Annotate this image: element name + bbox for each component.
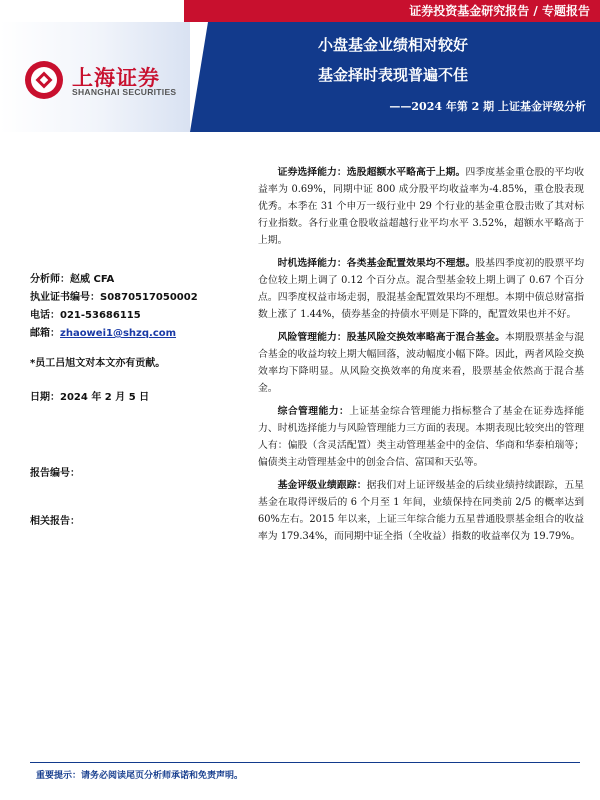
- footer-divider: [30, 762, 580, 763]
- report-title-line2: 基金择时表现普遍不佳: [318, 66, 469, 84]
- section-heading: 基金评级业绩跟踪：: [277, 480, 367, 491]
- report-title-line1: 小盘基金业绩相对较好: [318, 36, 469, 54]
- contributor-note: *员工吕旭文对本文亦有贡献。: [30, 358, 166, 369]
- analyst-email-row: [30, 324, 176, 339]
- section-heading: 风险管理能力：股基风险交换效率略高于混合基金。: [277, 332, 505, 343]
- section-text: 据我们对上证评级基金的后续业绩持续跟踪，五星基金在取得评级后的 6 个月至 1 年间，业绩保持在同类前 2/5 的概率达到 60%左右。2015 年以来，上证三年综合能力五星普通股票基金组合的收益率为 179.34%，而同期中证全指（全收益）指数的收益率仅为 19.79%。: [258, 480, 585, 542]
- section-heading: 证券选择能力：选股超额水平略高于上期。: [277, 167, 466, 178]
- report-type-banner: 证券投资基金研究报告 / 专题报告: [184, 0, 600, 22]
- analyst-phone: 电话：021-53686115: [30, 310, 141, 321]
- section-heading: 时机选择能力：各类基金配置效果均不理想。: [277, 258, 476, 269]
- logo-text-en: SHANGHAI SECURITIES: [72, 87, 177, 97]
- analyst-name: 分析师：赵威 CFA: [30, 274, 115, 285]
- header-band: [0, 22, 600, 132]
- report-issue: ——2024 年第 2 期 上证基金评级分析: [389, 100, 586, 113]
- section-timing: [258, 255, 584, 323]
- section-rating-tracking: [258, 477, 584, 545]
- section-risk-management: [258, 329, 584, 397]
- logo-mark-icon: [24, 60, 64, 100]
- analyst-email-link[interactable]: zhaowei1@shzq.com: [60, 328, 177, 339]
- analyst-cert: 执业证书编号：S0870517050002: [30, 292, 198, 303]
- section-text: 上证基金综合管理能力指标整合了基金在证券选择能力、时机选择能力与风险管理能力三方面的表现。本期表现比较突出的管理人有：偏股（含灵活配置）类主动管理基金中的金信、华商和华泰柏瑞等；偏债类主动管理基金中的创金合信、富国和天弘等。: [258, 406, 585, 468]
- report-number: 报告编号：: [30, 468, 80, 479]
- company-logo: [24, 60, 194, 100]
- section-securities-selection: [258, 164, 584, 249]
- related-reports: 相关报告：: [30, 516, 80, 527]
- logo-text-cn: 上海证券: [72, 66, 160, 90]
- section-text: 股基四季度初的股票平均仓位较上期上调了 0.12 个百分点。混合型基金较上期上调了 0.67 个百分点。四季度权益市场走弱，股混基金配置效果均不理想。本期中债总财富指数上涨了 1.44%，债券基金的持债水平则是下降的，配置效果也并不好。: [258, 258, 585, 320]
- footer-disclaimer: 重要提示：请务必阅读尾页分析师承诺和免责声明。: [36, 771, 244, 781]
- summary-body: [258, 164, 584, 551]
- report-date: 日期：2024 年 2 月 5 日: [30, 392, 150, 403]
- email-label: 邮箱：: [30, 328, 60, 339]
- section-text: 四季度基金重仓股的平均收益率为 0.69%，同期中证 800 成分股平均收益率为-4.85%，重仓股表现优秀。本季在 31 个申万一级行业中 29 个行业的基金重仓股击败了其对标行业指数。各行业重仓股收益超越行业平均水平 3.52%，超额水平略高于上期。: [258, 167, 585, 246]
- section-heading: 综合管理能力：: [277, 406, 350, 417]
- section-overall-management: [258, 403, 584, 471]
- section-text: 本期股票基金与混合基金的收益均较上期大幅回落，波动幅度小幅下降。因此，两者风险交换效率均下降明显。从风险交换效率的角度来看，股票基金依然高于混合基金。: [258, 332, 585, 394]
